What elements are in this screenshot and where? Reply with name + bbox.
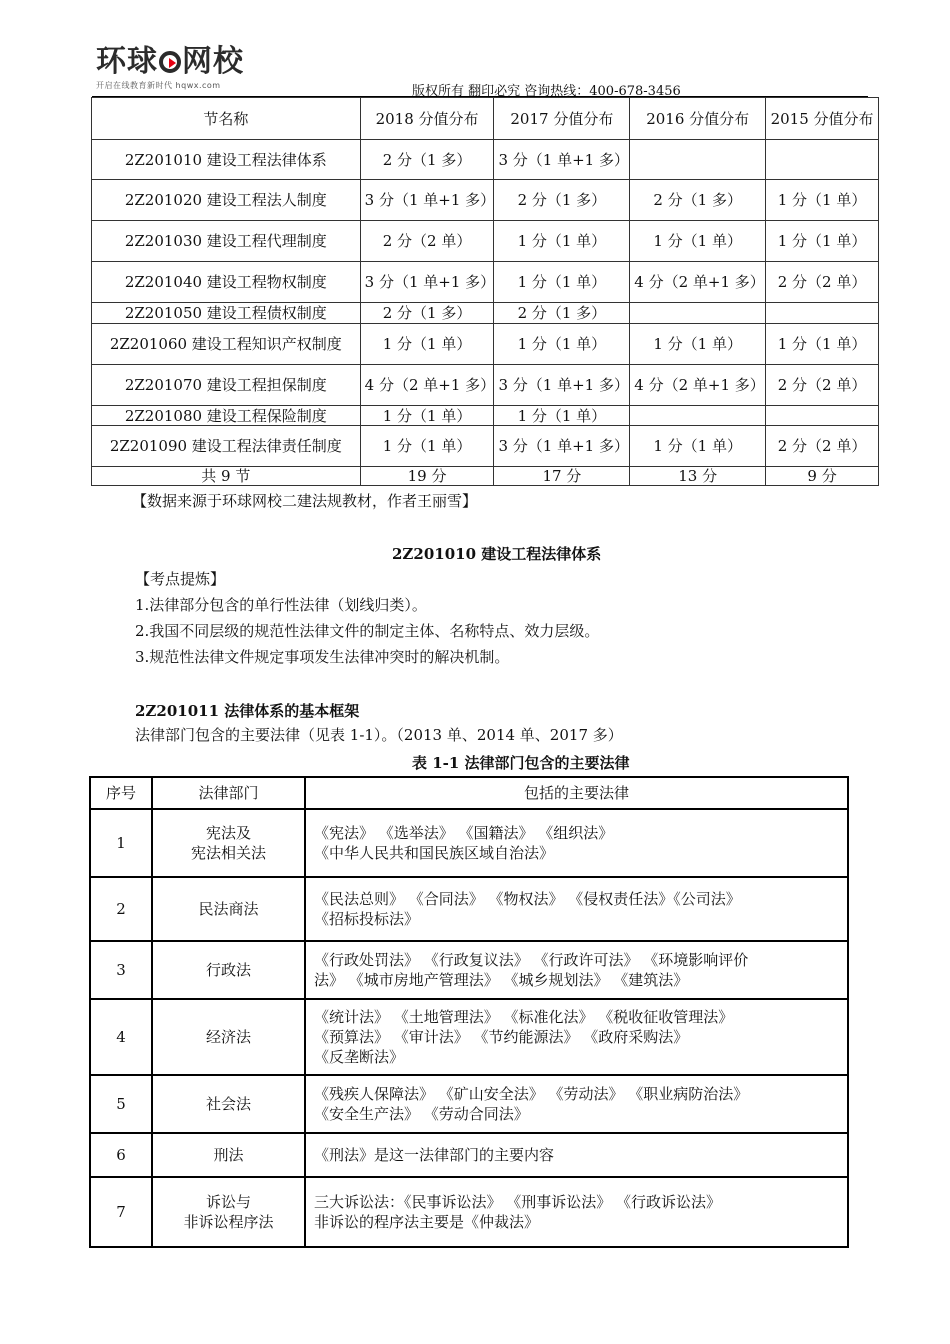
score-row-9-cell-0: 2Z201090 建设工程法律责任制度 (92, 426, 361, 467)
law-list-line: 《反垄断法》 (314, 1048, 405, 1066)
law-row-6 (90, 1133, 848, 1177)
score-row-6-cell-3: 1 分（1 单） (630, 324, 766, 365)
score-header-row-cell-1: 2018 分值分布 (360, 98, 494, 140)
law-list-line: 《统计法》 《土地管理法》 《标准化法》 《税收征收管理法》 (314, 1008, 734, 1026)
law-row-number: 1 (90, 809, 152, 877)
score-row-8 (92, 406, 879, 426)
law-list-line: 《中华人民共和国民族区域自治法》 (314, 844, 555, 862)
score-row-9-cell-1: 1 分（1 单） (360, 426, 494, 467)
law-list-line: 《民法总则》 《合同法》 《物权法》 《侵权责任法》《公司法》 (314, 890, 741, 908)
score-row-8-cell-4 (766, 406, 879, 426)
key-points-label: 【考点提炼】 (135, 570, 226, 588)
score-row-2-cell-0: 2Z201020 建设工程法人制度 (92, 180, 361, 221)
law-row-number: 6 (90, 1133, 152, 1177)
score-row-3-cell-2: 1 分（1 单） (494, 221, 630, 262)
law-list-line: 《安全生产法》 《劳动合同法》 (314, 1105, 529, 1123)
score-header-row-cell-3: 2016 分值分布 (630, 98, 766, 140)
score-row-5-cell-2: 2 分（1 多） (494, 303, 630, 324)
law-list-line: 法》 《城市房地产管理法》 《城乡规划法》 《建筑法》 (314, 971, 689, 989)
score-header-row (92, 98, 879, 140)
law-row-1 (90, 809, 848, 877)
score-row-1-cell-3 (630, 140, 766, 180)
law-list (305, 1075, 848, 1133)
score-header-row-cell-4: 2015 分值分布 (766, 98, 879, 140)
law-header-2: 包括的主要法律 (305, 777, 848, 809)
score-row-8-cell-3 (630, 406, 766, 426)
score-row-3-cell-4: 1 分（1 单） (766, 221, 879, 262)
score-row-9-cell-4: 2 分（2 单） (766, 426, 879, 467)
law-list-line: 《预算法》 《审计法》 《节约能源法》 《政府采购法》 (314, 1028, 689, 1046)
score-row-3-cell-1: 2 分（2 单） (360, 221, 494, 262)
score-row-1-cell-0: 2Z201010 建设工程法律体系 (92, 140, 361, 180)
score-row-2-cell-4: 1 分（1 单） (766, 180, 879, 221)
law-list-line: 《残疾人保障法》 《矿山安全法》 《劳动法》 《职业病防治法》 (314, 1085, 749, 1103)
score-row-5 (92, 303, 879, 324)
law-list-line: 《刑法》是这一法律部门的主要内容 (314, 1146, 555, 1164)
law-department-line: 宪法及 (205, 824, 251, 842)
law-row-4 (90, 999, 848, 1075)
score-row-3-cell-0: 2Z201030 建设工程代理制度 (92, 221, 361, 262)
law-list (305, 1177, 848, 1247)
score-row-6-cell-1: 1 分（1 单） (360, 324, 494, 365)
law-header-1: 法律部门 (152, 777, 305, 809)
score-row-4-cell-0: 2Z201040 建设工程物权制度 (92, 262, 361, 303)
law-department-line: 经济法 (205, 1028, 251, 1046)
score-row-4-cell-3: 4 分（2 单+1 多） (630, 262, 766, 303)
score-row-2 (92, 180, 879, 221)
score-row-8-cell-2: 1 分（1 单） (494, 406, 630, 426)
score-header-row-cell-2: 2017 分值分布 (494, 98, 630, 140)
score-row-6-cell-2: 1 分（1 单） (494, 324, 630, 365)
logo-text-1: 环球 (96, 44, 158, 79)
law-header-0: 序号 (90, 777, 152, 809)
law-department (152, 999, 305, 1075)
score-row-4 (92, 262, 879, 303)
law-department (152, 809, 305, 877)
source-note: 【数据来源于环球网校二建法规教材，作者王丽雪】 (132, 492, 478, 510)
law-list (305, 877, 848, 941)
score-row-4-cell-2: 1 分（1 单） (494, 262, 630, 303)
section-title: 2Z201010 建设工程法律体系 (392, 545, 602, 563)
score-row-1-cell-2: 3 分（1 单+1 多） (494, 140, 630, 180)
key-point-1: 1.法律部分包含的单行性法律（划线归类）。 (135, 596, 427, 614)
score-row-6-cell-4: 1 分（1 单） (766, 324, 879, 365)
law-row-2 (90, 877, 848, 941)
score-row-7-cell-2: 3 分（1 单+1 多） (494, 365, 630, 406)
score-header-row-cell-0: 节名称 (92, 98, 361, 140)
law-list (305, 1133, 848, 1177)
score-row-8-cell-1: 1 分（1 单） (360, 406, 494, 426)
law-list-line: 《宪法》 《选举法》 《国籍法》 《组织法》 (314, 824, 614, 842)
score-row-2-cell-2: 2 分（1 多） (494, 180, 630, 221)
score-row-2-cell-1: 3 分（1 单+1 多） (360, 180, 494, 221)
table-caption: 表 1-1 法律部门包含的主要法律 (412, 754, 630, 772)
score-row-10-cell-4: 9 分 (766, 467, 879, 486)
score-row-10 (92, 467, 879, 486)
score-row-5-cell-1: 2 分（1 多） (360, 303, 494, 324)
score-row-3-cell-3: 1 分（1 单） (630, 221, 766, 262)
score-row-4-cell-1: 3 分（1 单+1 多） (360, 262, 494, 303)
score-row-10-cell-3: 13 分 (630, 467, 766, 486)
law-department-table (89, 776, 849, 1248)
law-department (152, 1075, 305, 1133)
law-department-line: 宪法相关法 (190, 844, 266, 862)
score-row-4-cell-4: 2 分（2 单） (766, 262, 879, 303)
law-row-number: 5 (90, 1075, 152, 1133)
law-list-line: 非诉讼的程序法主要是《仲裁法》 (314, 1213, 540, 1231)
score-row-1-cell-1: 2 分（1 多） (360, 140, 494, 180)
copyright-notice: 版权所有 翻印必究 咨询热线：400-678-3456 (412, 84, 681, 99)
score-distribution-table (91, 97, 879, 486)
score-row-2-cell-3: 2 分（1 多） (630, 180, 766, 221)
law-department-line: 行政法 (205, 961, 251, 979)
score-row-9 (92, 426, 879, 467)
score-row-5-cell-4 (766, 303, 879, 324)
law-department (152, 1177, 305, 1247)
subsection-title: 2Z201011 法律体系的基本框架 (135, 702, 360, 720)
score-row-7-cell-0: 2Z201070 建设工程担保制度 (92, 365, 361, 406)
score-row-10-cell-0: 共 9 节 (92, 467, 361, 486)
score-row-8-cell-0: 2Z201080 建设工程保险制度 (92, 406, 361, 426)
score-row-7-cell-4: 2 分（2 单） (766, 365, 879, 406)
law-department (152, 877, 305, 941)
score-row-10-cell-1: 19 分 (360, 467, 494, 486)
law-row-number: 7 (90, 1177, 152, 1247)
law-list (305, 999, 848, 1075)
logo-wordmark (96, 46, 244, 78)
score-row-1 (92, 140, 879, 180)
score-row-7 (92, 365, 879, 406)
law-row-number: 4 (90, 999, 152, 1075)
score-row-1-cell-4 (766, 140, 879, 180)
score-row-5-cell-3 (630, 303, 766, 324)
intro-text: 法律部门包含的主要法律（见表 1-1）。（2013 单、2014 单、2017 多） (135, 726, 623, 744)
law-department (152, 1133, 305, 1177)
law-row-3 (90, 941, 848, 999)
law-row-5 (90, 1075, 848, 1133)
law-list (305, 941, 848, 999)
law-list (305, 809, 848, 877)
law-department (152, 941, 305, 999)
law-header-row (90, 777, 848, 809)
law-department-line: 非诉讼程序法 (183, 1213, 274, 1231)
logo-text-2: 网校 (182, 44, 244, 79)
law-list-line: 《行政处罚法》 《行政复议法》 《行政许可法》 《环境影响评价 (314, 951, 749, 969)
logo[interactable] (96, 46, 244, 91)
score-row-6-cell-0: 2Z201060 建设工程知识产权制度 (92, 324, 361, 365)
law-row-number: 3 (90, 941, 152, 999)
law-department-line: 民法商法 (198, 900, 259, 918)
score-row-9-cell-2: 3 分（1 单+1 多） (494, 426, 630, 467)
score-row-6 (92, 324, 879, 365)
score-row-7-cell-1: 4 分（2 单+1 多） (360, 365, 494, 406)
law-department-line: 诉讼与 (205, 1193, 251, 1211)
key-point-3: 3.规范性法律文件规定事项发生法律冲突时的解决机制。 (135, 648, 510, 666)
law-list-line: 三大诉讼法：《民事诉讼法》 《刑事诉讼法》 《行政诉讼法》 (314, 1193, 722, 1211)
score-row-3 (92, 221, 879, 262)
logo-slogan: 开启在线教育新时代 hqwx.com (96, 81, 221, 90)
law-department-line: 社会法 (205, 1095, 251, 1113)
score-row-10-cell-2: 17 分 (494, 467, 630, 486)
score-row-5-cell-0: 2Z201050 建设工程债权制度 (92, 303, 361, 324)
law-row-7 (90, 1177, 848, 1247)
score-row-9-cell-3: 1 分（1 单） (630, 426, 766, 467)
key-point-2: 2.我国不同层级的规范性法律文件的制定主体、名称特点、效力层级。 (135, 622, 600, 640)
law-row-number: 2 (90, 877, 152, 941)
play-circle-icon (159, 51, 181, 73)
score-row-7-cell-3: 4 分（2 单+1 多） (630, 365, 766, 406)
law-list-line: 《招标投标法》 (314, 910, 420, 928)
law-department-line: 刑法 (213, 1146, 244, 1164)
